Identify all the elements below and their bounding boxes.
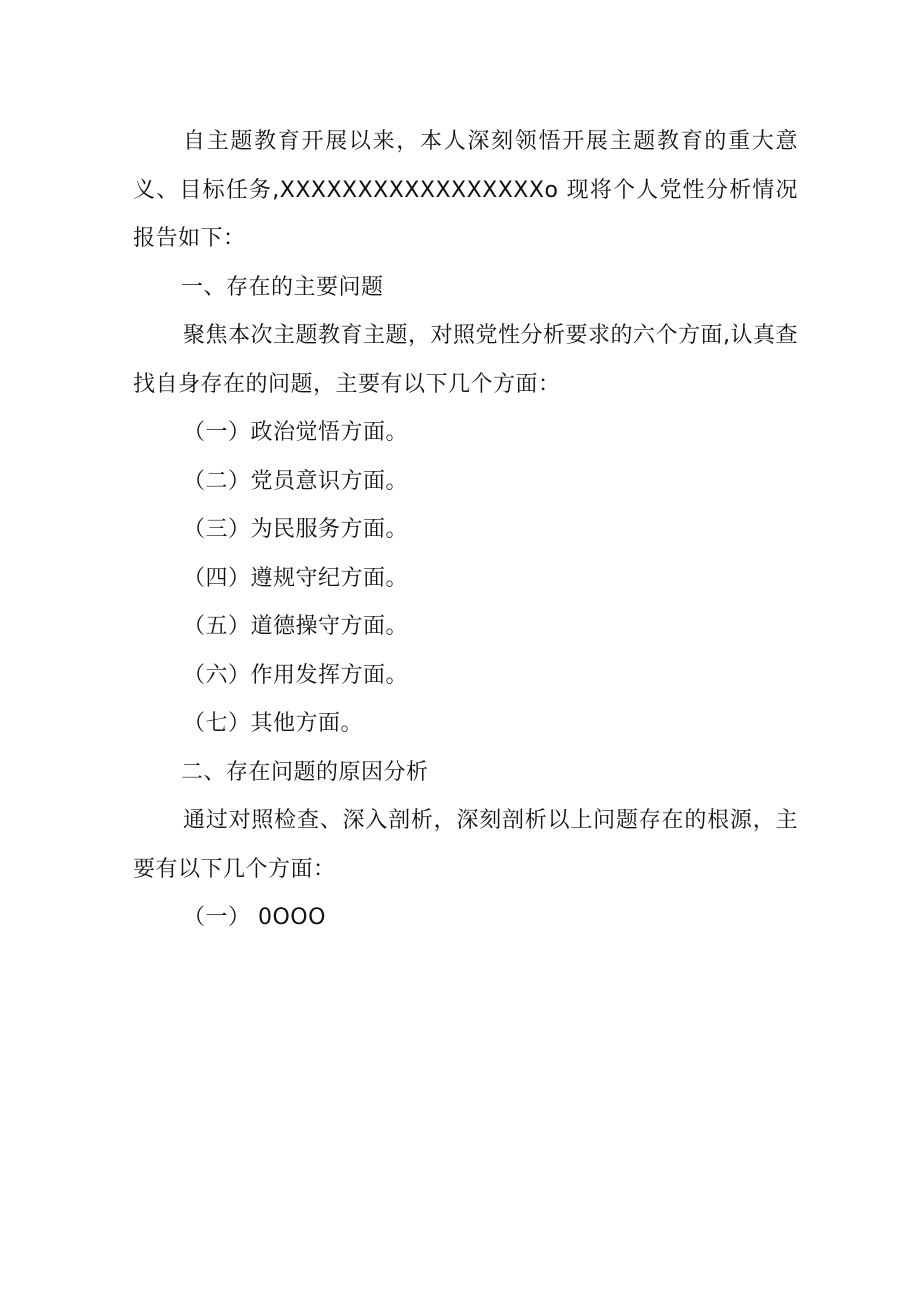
section-1-item: （一）政治觉悟方面。 [183, 420, 409, 445]
section-2-item: （一） 0OOO [183, 905, 326, 930]
section-1-item: （三）为民服务方面。 [183, 517, 409, 542]
section-1-item: （二）党员意识方面。 [183, 468, 409, 494]
section-1-item: （五）道德操守方面。 [183, 614, 409, 639]
section-1-heading: 一、存在的主要问题 [181, 274, 384, 300]
intro-paragraph: 自主题教育开展以来，本人深刻领悟开展主题教育的重大意义、目标任务,XXXXXXXXXXXXXXXXXo 现将个人党性分析情况报告如下： [133, 129, 798, 251]
section-1-paragraph: 聚焦本次主题教育主题，对照党性分析要求的六个方面,认真查找自身存在的问题，主要有以下几个方面： [133, 323, 798, 397]
section-2-paragraph: 通过对照检查、深入剖析，深刻剖析以上问题存在的根源，主要有以下几个方面： [133, 808, 798, 882]
section-1-item: （六）作用发挥方面。 [183, 662, 409, 688]
section-2-heading: 二、存在问题的原因分析 [181, 759, 429, 785]
document-body [133, 118, 798, 943]
section-1-item: （七）其他方面。 [183, 711, 364, 736]
section-1-item: （四）遵规守纪方面。 [183, 565, 409, 591]
